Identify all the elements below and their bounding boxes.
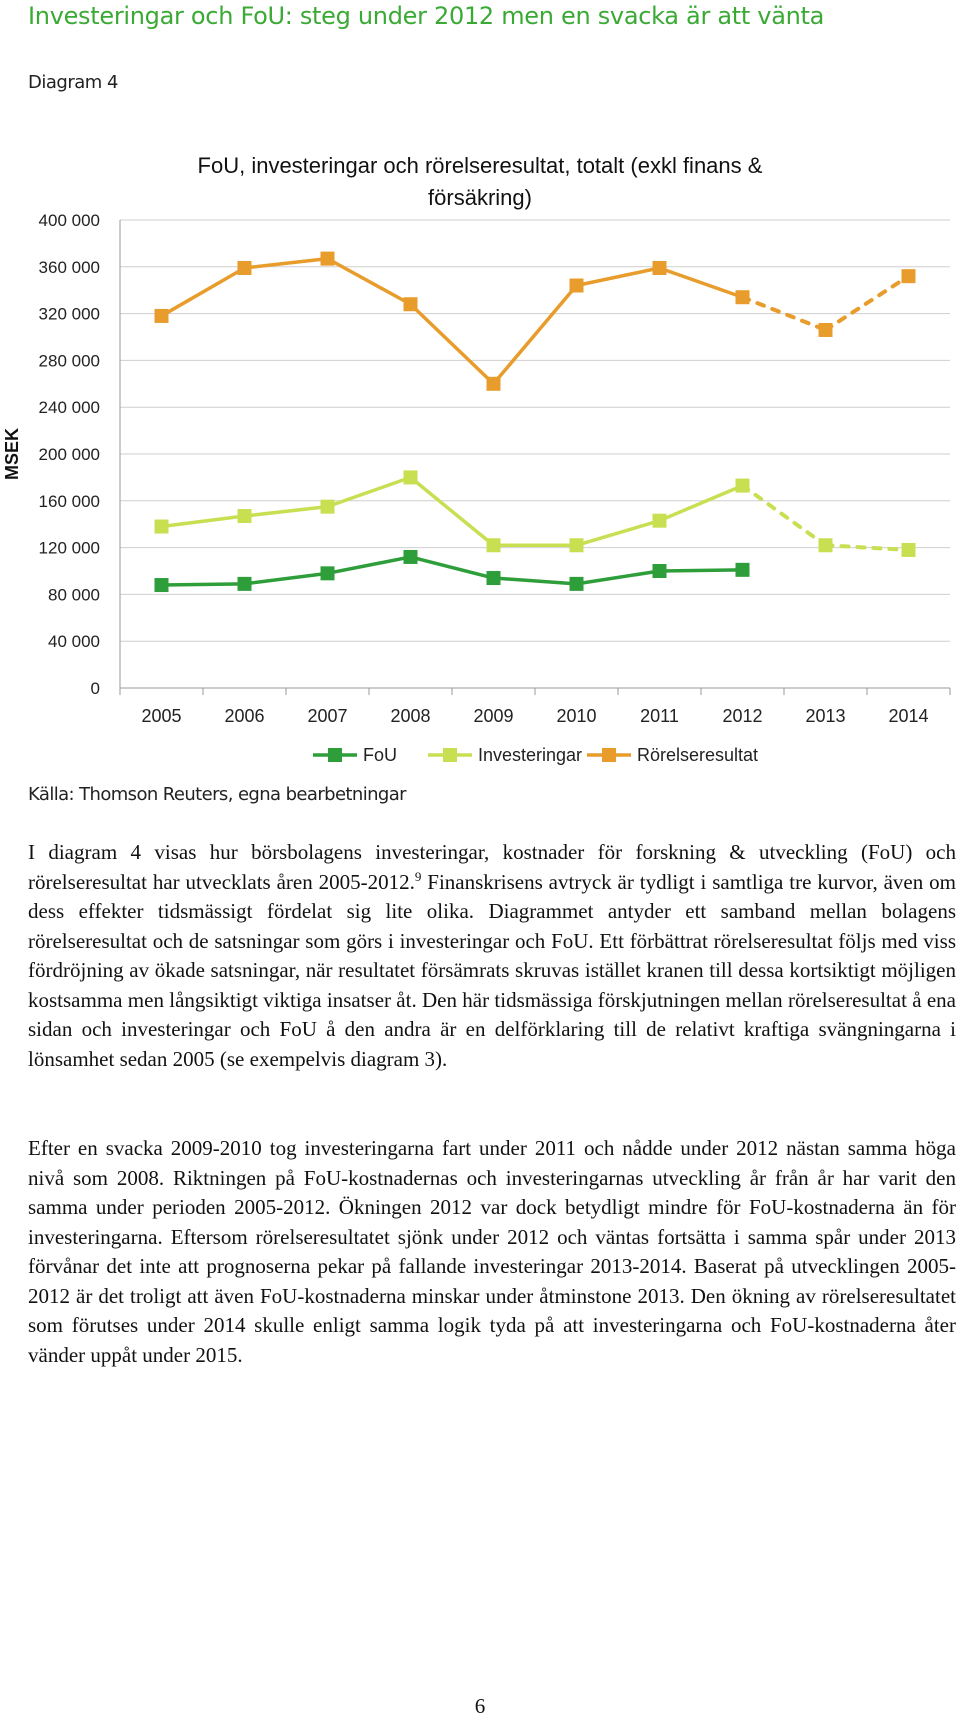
line-chart [0,140,960,770]
series-investeringar-point [902,543,916,557]
series-fou-point [321,566,335,580]
series-investeringar-point [321,500,335,514]
series-r-relseresultat-segment [494,286,577,384]
x-tick-label: 2010 [556,706,597,726]
y-tick-label: 360 000 [38,257,100,277]
x-tick-label: 2005 [141,706,182,726]
series-r-relseresultat-segment [826,276,909,330]
y-tick-label: 320 000 [38,304,100,324]
series-r-relseresultat-segment [577,268,660,286]
series-r-relseresultat-segment [411,304,494,384]
legend-r-relseresultat-label: Rörelseresultat [637,745,759,765]
diagram-label: Diagram 4 [28,72,118,93]
y-tick-label: 0 [90,679,100,698]
y-tick-label: 80 000 [48,585,100,605]
series-investeringar-point [819,538,833,552]
series-r-relseresultat-segment [162,268,245,316]
series-fou-point [404,550,418,564]
series-r-relseresultat-segment [660,268,743,297]
y-tick-label: 160 000 [38,491,100,511]
x-tick-label: 2009 [473,706,514,726]
series-r-relseresultat-point [404,297,418,311]
series-r-relseresultat-point [487,377,501,391]
series-r-relseresultat-segment [328,259,411,305]
series-fou-segment [328,557,411,573]
series-investeringar-segment [162,516,245,527]
legend-r-relseresultat-marker [602,748,616,762]
paragraph-1 [28,838,956,1074]
paragraph-1-part-1: I diagram 4 visas hur börsbolagens investeringar, kostnader för forskning & utveckling (FoU) och rörelseresultat har utvecklats åren 2005-2012. [28,840,956,894]
legend-investeringar-label: Investeringar [478,745,583,765]
legend-fou-marker [328,748,342,762]
series-fou-point [155,578,169,592]
series-investeringar-point [653,514,667,528]
series-investeringar-point [570,538,584,552]
footnote-marker[interactable]: 9 [414,868,422,884]
series-investeringar-segment [328,477,411,506]
source-note: Källa: Thomson Reuters, egna bearbetningar [28,784,406,805]
series-fou-segment [411,557,494,578]
series-r-relseresultat-point [819,323,833,337]
series-investeringar-segment [245,507,328,516]
x-tick-label: 2006 [224,706,265,726]
legend-investeringar-marker [443,748,457,762]
y-tick-label: 40 000 [48,632,100,652]
series-investeringar-segment [743,486,826,546]
series-fou-segment [660,570,743,571]
series-investeringar-point [736,479,750,493]
y-axis-label: MSEK [2,427,22,481]
x-tick-label: 2014 [888,706,929,726]
legend-fou-label: FoU [363,745,398,765]
y-tick-label: 280 000 [38,351,100,371]
series-fou-point [487,571,501,585]
series-fou-point [653,564,667,578]
section-heading: Investeringar och FoU: steg under 2012 men en svacka är att vänta [28,2,825,30]
series-r-relseresultat-point [155,309,169,323]
series-fou-segment [577,571,660,584]
chart-title-line: FoU, investeringar och rörelseresultat, totalt (exkl finans & [197,153,763,178]
y-tick-label: 200 000 [38,445,100,464]
series-investeringar-segment [577,521,660,546]
x-tick-label: 2012 [722,706,763,726]
series-r-relseresultat-point [321,252,335,266]
series-investeringar-point [155,520,169,534]
x-tick-label: 2013 [805,706,846,726]
series-fou-point [570,577,584,591]
y-tick-label: 240 000 [38,398,100,418]
y-tick-label: 400 000 [38,211,100,230]
series-investeringar-point [487,538,501,552]
series-fou-segment [245,573,328,584]
chart-title-line: försäkring) [428,185,532,210]
paragraph-1-part-2: Finanskrisens avtryck är tydligt i samtliga tre kurvor, även om dess effekter tidsmässigt fördelat sig lite olika. Diagrammet antyder ett samband mellan bolagens rörelseresultat och de satsningar som görs i investeringar och FoU. Ett förbättrat rörelseresultat följs med viss fördröjning av ökade satsningar, när resultatet försämrats skruvas istället kranen till dessa kortsiktigt möjligen kostsamma men långsiktigt viktiga insatser åt. Den här tidsmässiga förskjutningen mellan rörelseresultat å ena sidan och investeringar och FoU å den andra är en delförklaring till de relativt kraftiga svängningarna i lönsamhet sedan 2005 (se exempelvis diagram 3). [28,869,956,1071]
series-r-relseresultat-point [902,269,916,283]
series-investeringar-point [238,509,252,523]
y-tick-label: 120 000 [38,538,100,558]
series-r-relseresultat-point [736,290,750,304]
series-fou-point [736,563,750,577]
series-investeringar-segment [660,486,743,521]
series-investeringar-point [404,470,418,484]
paragraph-2: Efter en svacka 2009-2010 tog investeringarna fart under 2011 och nådde under 2012 nästan samma höga nivå som 2008. Riktningen på FoU-kostnadernas och investeringarnas utveckling år från år har varit den samma under perioden 2005-2012. Ökningen 2012 var dock betydligt mindre för FoU-kostnaderna än för investeringarna. Eftersom rörelseresultatet sjönk under 2012 och väntas fortsätta i samma spår under 2013 förvånar det inte att prognoserna pekar på fallande investeringar 2013-2014. Baserat på utvecklingen 2005-2012 är det troligt att även FoU-kostnaderna minskar under åtminstone 2013. Den ökning av rörelseresultatet som förutses under 2014 skulle enligt samma logik tyda på att investeringarna och FoU-kostnaderna åter vänder uppåt under 2015. [28,1136,956,1367]
series-fou-segment [162,584,245,585]
x-tick-label: 2008 [390,706,431,726]
series-investeringar-segment [411,477,494,545]
x-tick-label: 2011 [640,706,679,726]
series-fou-segment [494,578,577,584]
series-r-relseresultat-point [653,261,667,275]
x-tick-label: 2007 [307,706,348,726]
series-r-relseresultat-point [238,261,252,275]
page-number: 6 [474,1694,486,1718]
series-fou-point [238,577,252,591]
series-r-relseresultat-point [570,279,584,293]
